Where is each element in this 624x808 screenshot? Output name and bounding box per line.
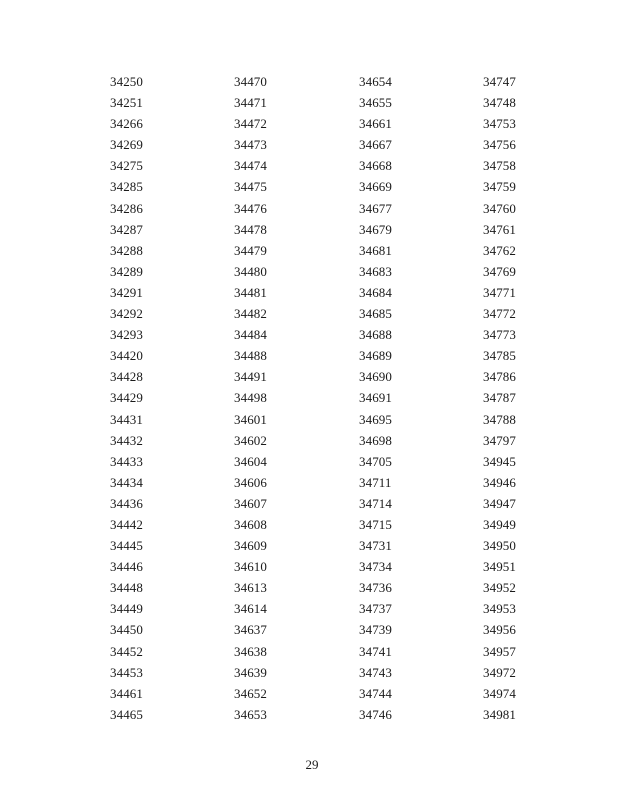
list-item: 34481 <box>234 284 267 300</box>
list-item: 34683 <box>359 263 392 279</box>
number-column-1 <box>110 71 220 725</box>
list-item: 34739 <box>359 622 392 638</box>
list-item: 34434 <box>110 474 143 490</box>
list-item: 34661 <box>359 116 392 132</box>
list-item: 34420 <box>110 348 143 364</box>
list-item: 34760 <box>483 200 516 216</box>
list-item: 34604 <box>234 453 267 469</box>
list-item: 34734 <box>359 559 392 575</box>
list-item: 34762 <box>483 242 516 258</box>
number-column-4 <box>483 71 593 725</box>
list-item: 34756 <box>483 137 516 153</box>
list-item: 34285 <box>110 179 143 195</box>
list-item: 34691 <box>359 390 392 406</box>
list-item: 34432 <box>110 432 143 448</box>
list-item: 34731 <box>359 538 392 554</box>
list-item: 34613 <box>234 580 267 596</box>
list-item: 34769 <box>483 263 516 279</box>
list-item: 34491 <box>234 369 267 385</box>
list-item: 34677 <box>359 200 392 216</box>
list-item: 34484 <box>234 327 267 343</box>
list-item: 34679 <box>359 221 392 237</box>
list-item: 34981 <box>483 706 516 722</box>
list-item: 34652 <box>234 685 267 701</box>
list-item: 34669 <box>359 179 392 195</box>
list-item: 34737 <box>359 601 392 617</box>
list-item: 34746 <box>359 706 392 722</box>
list-item: 34474 <box>234 158 267 174</box>
list-item: 34445 <box>110 538 143 554</box>
list-item: 34667 <box>359 137 392 153</box>
list-item: 34695 <box>359 411 392 427</box>
list-item: 34736 <box>359 580 392 596</box>
list-item: 34479 <box>234 242 267 258</box>
list-item: 34748 <box>483 95 516 111</box>
list-item: 34786 <box>483 369 516 385</box>
list-item: 34465 <box>110 706 143 722</box>
list-item: 34431 <box>110 411 143 427</box>
list-item: 34974 <box>483 685 516 701</box>
list-item: 34498 <box>234 390 267 406</box>
list-item: 34442 <box>110 516 143 532</box>
list-item: 34287 <box>110 221 143 237</box>
list-item: 34289 <box>110 263 143 279</box>
list-item: 34681 <box>359 242 392 258</box>
list-item: 34470 <box>234 74 267 89</box>
list-item: 34747 <box>483 74 516 89</box>
list-item: 34655 <box>359 95 392 111</box>
list-item: 34480 <box>234 263 267 279</box>
list-item: 34292 <box>110 306 143 322</box>
list-item: 34475 <box>234 179 267 195</box>
list-item: 34450 <box>110 622 143 638</box>
list-item: 34291 <box>110 284 143 300</box>
list-item: 34797 <box>483 432 516 448</box>
list-item: 34711 <box>359 474 392 490</box>
list-item: 34614 <box>234 601 267 617</box>
list-item: 34761 <box>483 221 516 237</box>
list-item: 34743 <box>359 664 392 680</box>
list-item: 34705 <box>359 453 392 469</box>
list-item: 34446 <box>110 559 143 575</box>
list-item: 34286 <box>110 200 143 216</box>
list-item: 34608 <box>234 516 267 532</box>
list-item: 34449 <box>110 601 143 617</box>
list-item: 34698 <box>359 432 392 448</box>
list-item: 34951 <box>483 559 516 575</box>
list-item: 34471 <box>234 95 267 111</box>
list-item: 34689 <box>359 348 392 364</box>
list-item: 34668 <box>359 158 392 174</box>
list-item: 34453 <box>110 664 143 680</box>
list-item: 34785 <box>483 348 516 364</box>
list-item: 34428 <box>110 369 143 385</box>
list-item: 34275 <box>110 158 143 174</box>
list-item: 34758 <box>483 158 516 174</box>
list-item: 34946 <box>483 474 516 490</box>
list-item: 34637 <box>234 622 267 638</box>
list-item: 34953 <box>483 601 516 617</box>
list-item: 34266 <box>110 116 143 132</box>
list-item: 34639 <box>234 664 267 680</box>
list-item: 34688 <box>359 327 392 343</box>
list-item: 34606 <box>234 474 267 490</box>
list-item: 34250 <box>110 74 143 89</box>
list-item: 34436 <box>110 495 143 511</box>
list-item: 34744 <box>359 685 392 701</box>
list-item: 34610 <box>234 559 267 575</box>
list-item: 34251 <box>110 95 143 111</box>
list-item: 34773 <box>483 327 516 343</box>
list-item: 34452 <box>110 643 143 659</box>
list-item: 34714 <box>359 495 392 511</box>
list-item: 34476 <box>234 200 267 216</box>
list-item: 34607 <box>234 495 267 511</box>
list-item: 34601 <box>234 411 267 427</box>
list-item: 34684 <box>359 284 392 300</box>
list-item: 34690 <box>359 369 392 385</box>
list-item: 34957 <box>483 643 516 659</box>
list-item: 34972 <box>483 664 516 680</box>
list-item: 34638 <box>234 643 267 659</box>
list-item: 34429 <box>110 390 143 406</box>
list-item: 34288 <box>110 242 143 258</box>
list-item: 34715 <box>359 516 392 532</box>
number-column-3 <box>359 71 469 725</box>
list-item: 34433 <box>110 453 143 469</box>
list-item: 34772 <box>483 306 516 322</box>
list-item: 34771 <box>483 284 516 300</box>
list-item: 34741 <box>359 643 392 659</box>
number-list-columns <box>0 71 624 731</box>
list-item: 34950 <box>483 538 516 554</box>
list-item: 34609 <box>234 538 267 554</box>
list-item: 34759 <box>483 179 516 195</box>
list-item: 34945 <box>483 453 516 469</box>
list-item: 34602 <box>234 432 267 448</box>
list-item: 34472 <box>234 116 267 132</box>
list-item: 34461 <box>110 685 143 701</box>
list-item: 34788 <box>483 411 516 427</box>
list-item: 34947 <box>483 495 516 511</box>
list-item: 34956 <box>483 622 516 638</box>
page-number: 29 <box>305 757 319 772</box>
list-item: 34488 <box>234 348 267 364</box>
list-item: 34653 <box>234 706 267 722</box>
list-item: 34753 <box>483 116 516 132</box>
list-item: 34654 <box>359 74 392 89</box>
list-item: 34787 <box>483 390 516 406</box>
list-item: 34473 <box>234 137 267 153</box>
list-item: 34952 <box>483 580 516 596</box>
list-item: 34478 <box>234 221 267 237</box>
list-item: 34685 <box>359 306 392 322</box>
list-item: 34293 <box>110 327 143 343</box>
list-item: 34448 <box>110 580 143 596</box>
list-item: 34482 <box>234 306 267 322</box>
list-item: 34949 <box>483 516 516 532</box>
list-item: 34269 <box>110 137 143 153</box>
number-column-2 <box>234 71 344 725</box>
